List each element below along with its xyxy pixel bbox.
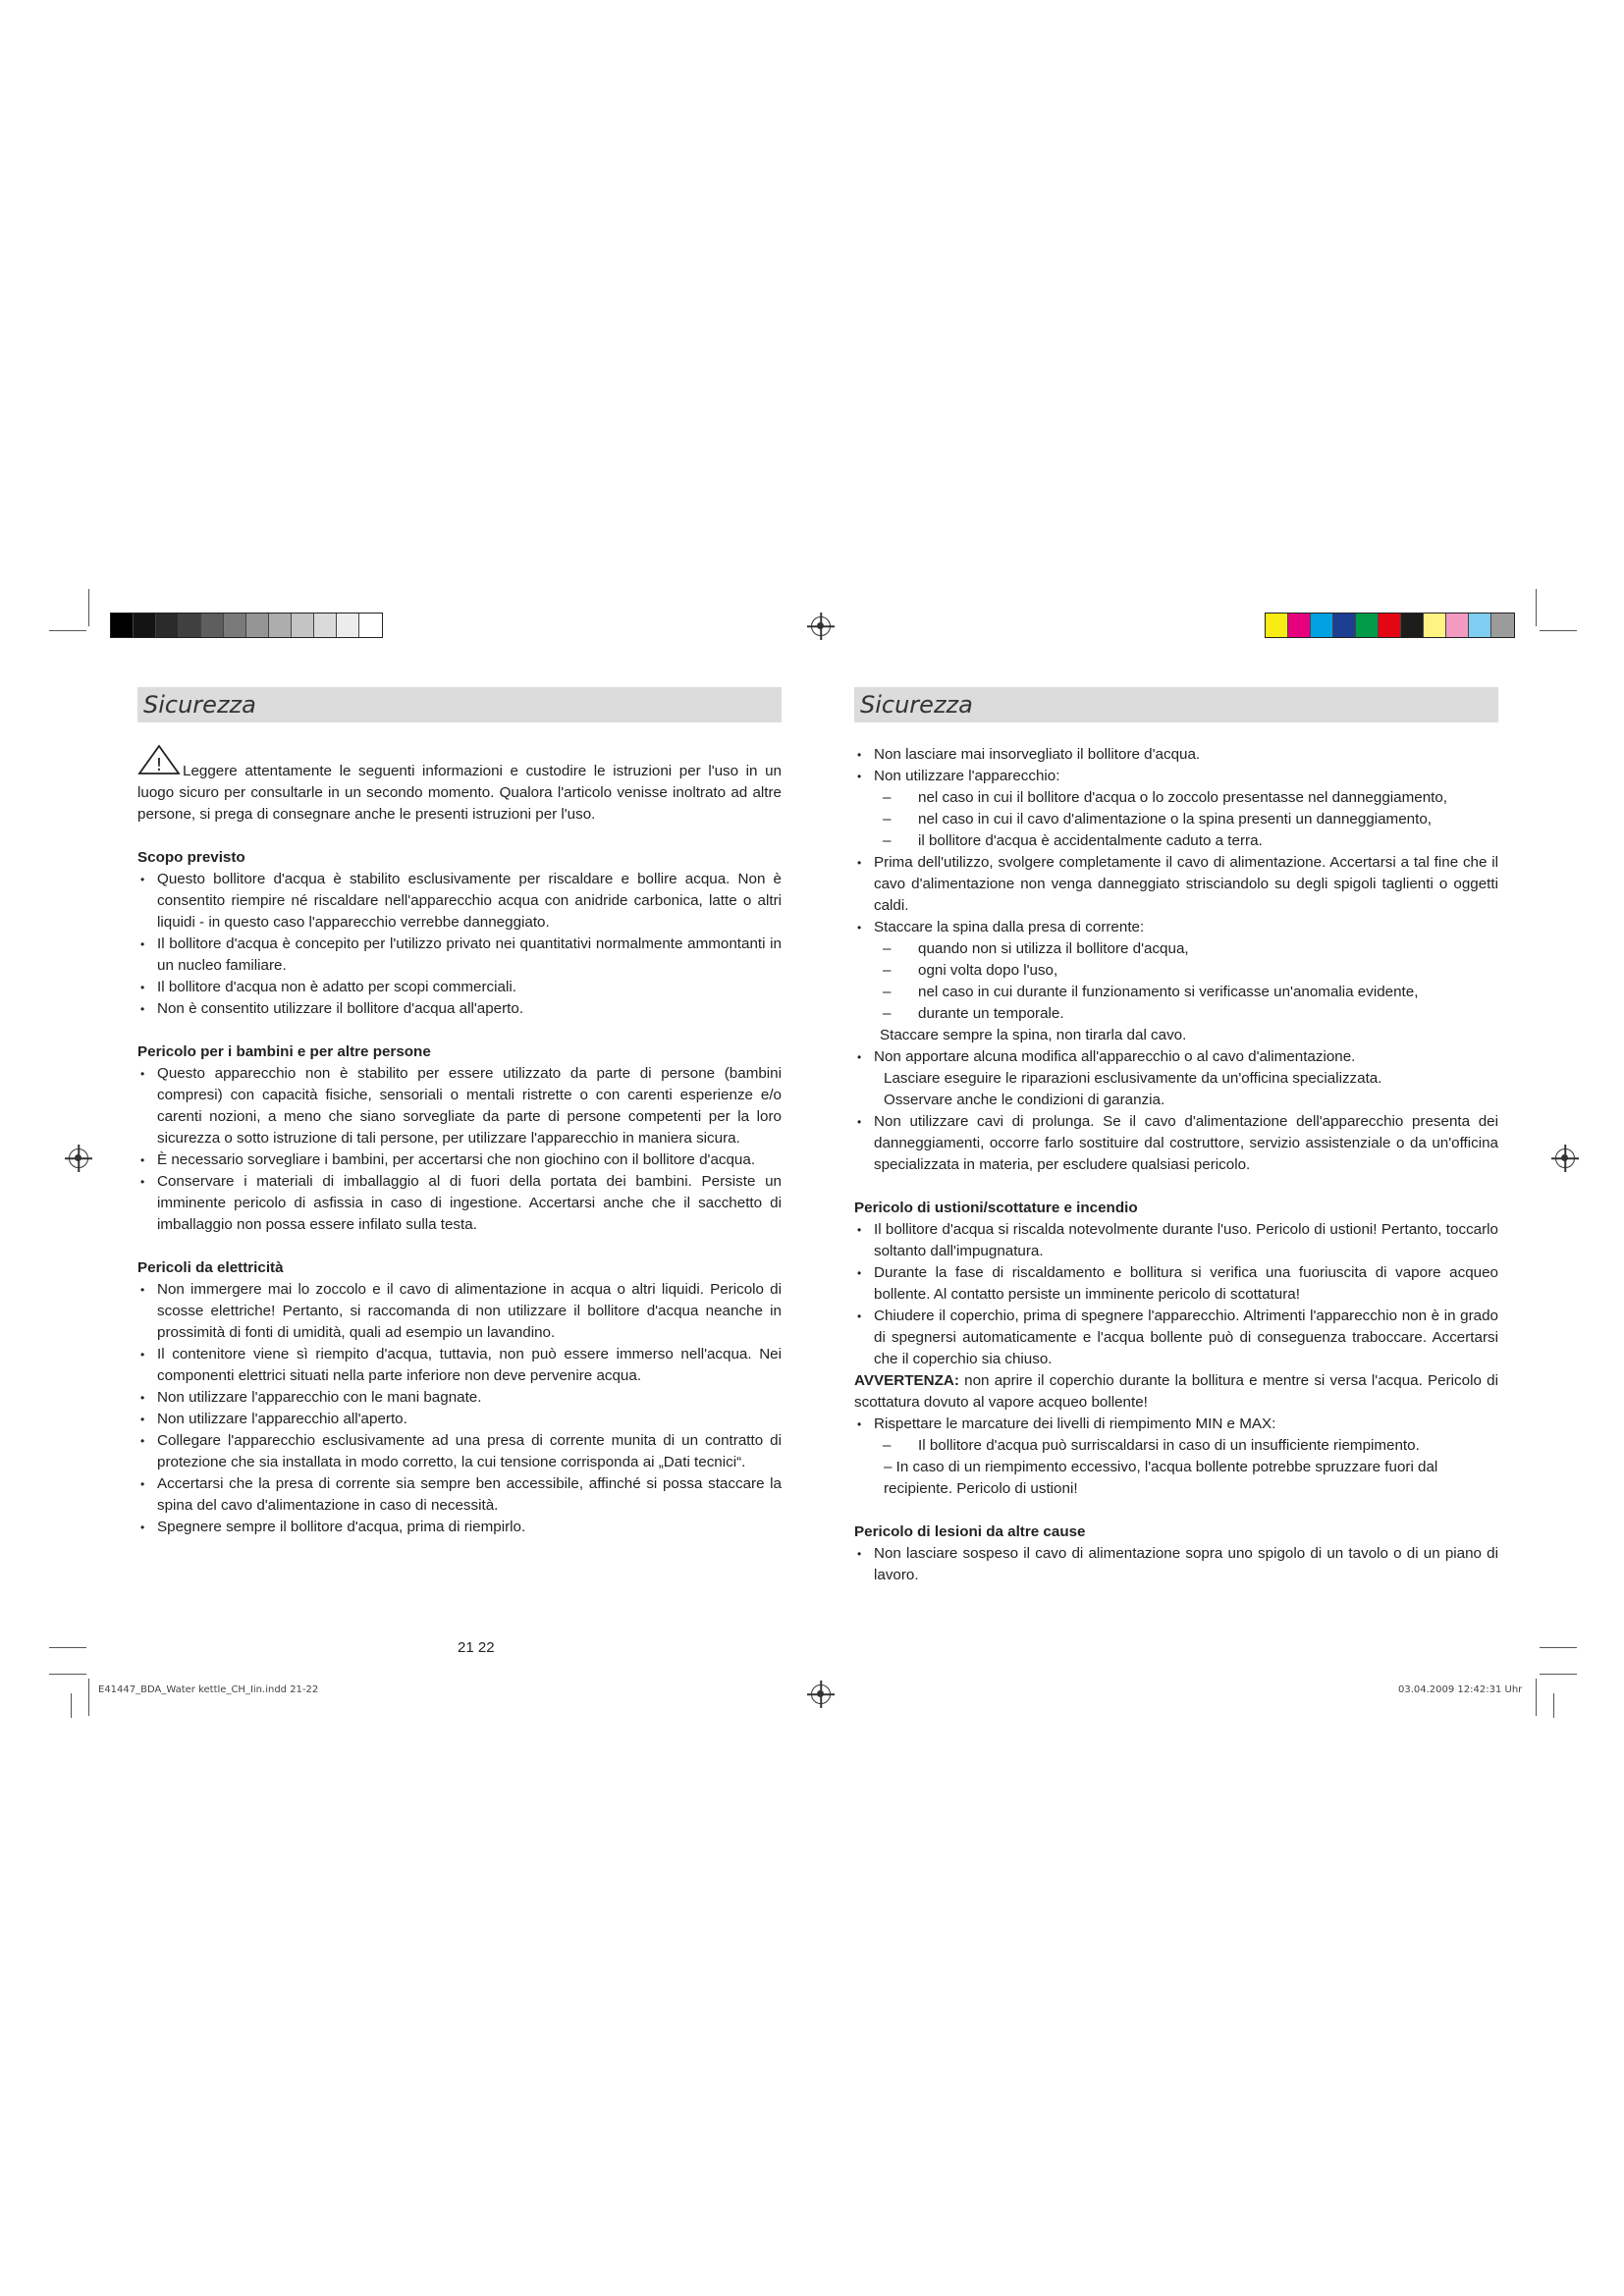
- list-item: • Il bollitore d'acqua si riscalda notevolmente durante l'uso. Pericolo di ustioni! Pertanto, toccarlo soltanto dall'impugnatura.: [854, 1219, 1498, 1262]
- modifica-text: Non apportare alcuna modifica all'apparecchio o al cavo d'alimentazione.: [874, 1048, 1356, 1065]
- footer-file-info: E41447_BDA_Water kettle_CH_Iin.indd 21-22: [98, 1684, 319, 1695]
- marcature-overfill-note: – In caso di un riempimento eccessivo, l'acqua bollente potrebbe spruzzare fuori dal recipiente. Pericolo di ustioni!: [884, 1459, 1438, 1497]
- sublist-item: – durante un temporale.: [879, 1003, 1498, 1025]
- sublist-not-use: [854, 787, 1498, 852]
- list-item: • Chiudere il coperchio, prima di spegnere l'apparecchio. Altrimenti l'apparecchio non è in grado di spegnersi automaticamente e l'acqua bollente può di conseguenza traboccare. Accertarsi che il coperchio sia chiuso.: [854, 1306, 1498, 1370]
- intro-paragraph: [137, 744, 782, 826]
- list-marcature: [854, 1414, 1498, 1435]
- process-swatch: [1491, 614, 1514, 637]
- process-swatch: [1266, 614, 1288, 637]
- process-color-bar: [1265, 613, 1515, 638]
- registration-mark-right: [1555, 1148, 1575, 1168]
- sublist-item: – nel caso in cui il cavo d'alimentazione o la spina presenti un danneggiamento,: [879, 809, 1498, 830]
- list-item: • Il contenitore viene sì riempito d'acqua, tuttavia, non può essere immerso nell'acqua. Nei componenti elettrici situati nella parte inferiore non deve pervenire acqua.: [137, 1344, 782, 1387]
- gray-swatch: [179, 614, 201, 637]
- registration-mark-bottom: [811, 1684, 831, 1704]
- list-item: • Durante la fase di riscaldamento e bollitura si verifica una fuoriuscita di vapore acqueo bollente. Al contatto persiste un imminente pericolo di scottatura!: [854, 1262, 1498, 1306]
- list-item: • Questo bollitore d'acqua è stabilito esclusivamente per riscaldare e bollire acqua. Non è consentito riempire né riscaldare nell'apparecchio acqua con anidride carbonica, latte o altri liquidi - in questo caso l'apparecchio verrebbe danneggiato.: [137, 869, 782, 934]
- modifica-continuation-1: Lasciare eseguire le riparazioni esclusivamente da un'officina specializzata.: [884, 1070, 1382, 1087]
- sublist-item: – ogni volta dopo l'uso,: [879, 960, 1498, 982]
- list-item: [854, 1046, 1498, 1111]
- intro-text: Leggere attentamente le seguenti informazioni e custodire le istruzioni per l'uso in un luogo sicuro per consultarle in un secondo momento. Qualora l'articolo venisse inoltrato ad altre persone, si prega di consegnare anche le presenti istruzioni per l'uso.: [137, 763, 782, 823]
- list-item: • Questo apparecchio non è stabilito per essere utilizzato da parte di persone (bambini compresi) con capacità fisiche, sensoriali o mentali ristrette o con carenti esperienze e/o carenti nozioni, a meno che siano sorvegliate da parte di persone competenti per la loro sicurezza o sotto istruzione di tali persone, per utilizzare l'apparecchio in maniera sicura.: [137, 1063, 782, 1149]
- right-page-title: Sicurezza: [860, 691, 973, 719]
- gray-swatch: [224, 614, 246, 637]
- modifica-continuation-2: Osservare anche le condizioni di garanzia.: [884, 1092, 1165, 1108]
- process-swatch: [1379, 614, 1401, 637]
- gray-swatch: [201, 614, 224, 637]
- gray-swatch: [156, 614, 179, 637]
- list-item: • Non lasciare sospeso il cavo di alimentazione sopra uno spigolo di un tavolo o di un piano di lavoro.: [854, 1543, 1498, 1586]
- list-item: • Non utilizzare l'apparecchio con le mani bagnate.: [137, 1387, 782, 1409]
- list-modifica: [854, 1046, 1498, 1176]
- footer-timestamp: 03.04.2009 12:42:31 Uhr: [1398, 1684, 1523, 1695]
- section-title-ustioni: Pericolo di ustioni/scottature e incendio: [854, 1200, 1138, 1216]
- gray-swatch: [359, 614, 382, 637]
- staccare-note: Staccare sempre la spina, non tirarla dal cavo.: [880, 1027, 1187, 1043]
- list-item: • Collegare l'apparecchio esclusivamente ad una presa di corrente munita di un contratto di protezione che sia installata in modo corretto, la cui tensione corrisponda ai „Dati tecnici“.: [137, 1430, 782, 1473]
- list-item: • Il bollitore d'acqua è concepito per l'utilizzo privato nei quantitativi normalmente ammontanti in un nucleo familiare.: [137, 934, 782, 977]
- warning-text: non aprire il coperchio durante la bollitura e mentre si versa l'acqua. Pericolo di scottatura dovuto al vapore acqueo bollente!: [854, 1372, 1498, 1411]
- list-item: • Accertarsi che la presa di corrente sia sempre ben accessibile, affinché si possa staccare la spina del cavo d'alimentazione in caso di necessità.: [137, 1473, 782, 1517]
- list-item: • Non è consentito utilizzare il bollitore d'acqua all'aperto.: [137, 998, 782, 1020]
- list-prima: [854, 852, 1498, 938]
- section-title-bambini: Pericolo per i bambini e per altre persone: [137, 1043, 431, 1060]
- list-scopo: [137, 869, 782, 1020]
- process-swatch: [1288, 614, 1311, 637]
- gray-swatch: [246, 614, 269, 637]
- list-item: • Staccare la spina dalla presa di corrente:: [854, 917, 1498, 938]
- warning-paragraph: [854, 1370, 1498, 1414]
- list-item: • Prima dell'utilizzo, svolgere completamente il cavo di alimentazione. Accertarsi a tal fine che il cavo d'alimentazione non venga danneggiato strisciandolo su degli spigoli taglienti o oggetti caldi.: [854, 852, 1498, 917]
- list-item: • Non utilizzare l'apparecchio all'aperto.: [137, 1409, 782, 1430]
- sublist-staccare: [854, 938, 1498, 1025]
- list-altre-cause: [854, 1543, 1498, 1586]
- list-item: • Rispettare le marcature dei livelli di riempimento MIN e MAX:: [854, 1414, 1498, 1435]
- grayscale-color-bar: [110, 613, 383, 638]
- sublist-item: – nel caso in cui il bollitore d'acqua o lo zoccolo presentasse nel danneggiamento,: [879, 787, 1498, 809]
- process-swatch: [1333, 614, 1356, 637]
- warning-label: AVVERTENZA:: [854, 1372, 959, 1389]
- sublist-item: – nel caso in cui durante il funzionamento si verificasse un'anomalia evidente,: [879, 982, 1498, 1003]
- process-swatch: [1424, 614, 1446, 637]
- process-swatch: [1469, 614, 1491, 637]
- list-ustioni: [854, 1219, 1498, 1370]
- process-swatch: [1356, 614, 1379, 637]
- list-bambini: [137, 1063, 782, 1236]
- gray-swatch: [111, 614, 134, 637]
- list-item: • Non immergere mai lo zoccolo e il cavo di alimentazione in acqua o altri liquidi. Pericolo di scosse elettriche! Pertanto, si raccomanda di non utilizzare il bollitore d'acqua neanche in prossimità di fonti di umidità, quali ad esempio un lavandino.: [137, 1279, 782, 1344]
- sublist-item: – quando non si utilizza il bollitore d'acqua,: [879, 938, 1498, 960]
- list-item: • Non utilizzare l'apparecchio:: [854, 766, 1498, 787]
- registration-mark-top: [811, 616, 831, 636]
- warning-triangle-icon: [137, 744, 181, 782]
- list-item: • È necessario sorvegliare i bambini, per accertarsi che non giochino con il bollitore d'acqua.: [137, 1149, 782, 1171]
- list-item: • Conservare i materiali di imballaggio al di fuori della portata dei bambini. Persiste un imminente pericolo di asfissia in caso di ingestione. Accertarsi anche che il sacchetto di imballaggio non possa essere infilato sulla testa.: [137, 1171, 782, 1236]
- section-title-scopo: Scopo previsto: [137, 849, 245, 866]
- list-item: • Non utilizzare cavi di prolunga. Se il cavo d'alimentazione dell'apparecchio presenta dei danneggiamenti, occorre farlo sostituire dal costruttore, servizio assistenziale o da un'officina specializzata in materia, per escludere qualsiasi pericolo.: [854, 1111, 1498, 1176]
- process-swatch: [1401, 614, 1424, 637]
- page-numbers: 21 22: [458, 1639, 495, 1656]
- registration-mark-left: [69, 1148, 88, 1168]
- svg-text:!: !: [155, 755, 163, 775]
- right-header-bar: [854, 687, 1498, 722]
- sublist-marcature: [854, 1435, 1498, 1457]
- process-swatch: [1311, 614, 1333, 637]
- section-title-altre-cause: Pericolo di lesioni da altre cause: [854, 1523, 1086, 1540]
- left-header-bar: [137, 687, 782, 722]
- list-elettricita: [137, 1279, 782, 1538]
- gray-swatch: [269, 614, 292, 637]
- gray-swatch: [314, 614, 337, 637]
- gray-swatch: [292, 614, 314, 637]
- process-swatch: [1446, 614, 1469, 637]
- section-title-elettricita: Pericoli da elettricità: [137, 1259, 284, 1276]
- left-page: [137, 687, 782, 1538]
- list-item: • Il bollitore d'acqua non è adatto per scopi commerciali.: [137, 977, 782, 998]
- gray-swatch: [134, 614, 156, 637]
- list-general: [854, 744, 1498, 787]
- right-page: [854, 687, 1498, 1586]
- list-item: • Non lasciare mai insorvegliato il bollitore d'acqua.: [854, 744, 1498, 766]
- sublist-item: – il bollitore d'acqua è accidentalmente caduto a terra.: [879, 830, 1498, 852]
- left-page-title: Sicurezza: [143, 691, 256, 719]
- sublist-item: – Il bollitore d'acqua può surriscaldarsi in caso di un insufficiente riempimento.: [879, 1435, 1498, 1457]
- gray-swatch: [337, 614, 359, 637]
- list-item: • Spegnere sempre il bollitore d'acqua, prima di riempirlo.: [137, 1517, 782, 1538]
